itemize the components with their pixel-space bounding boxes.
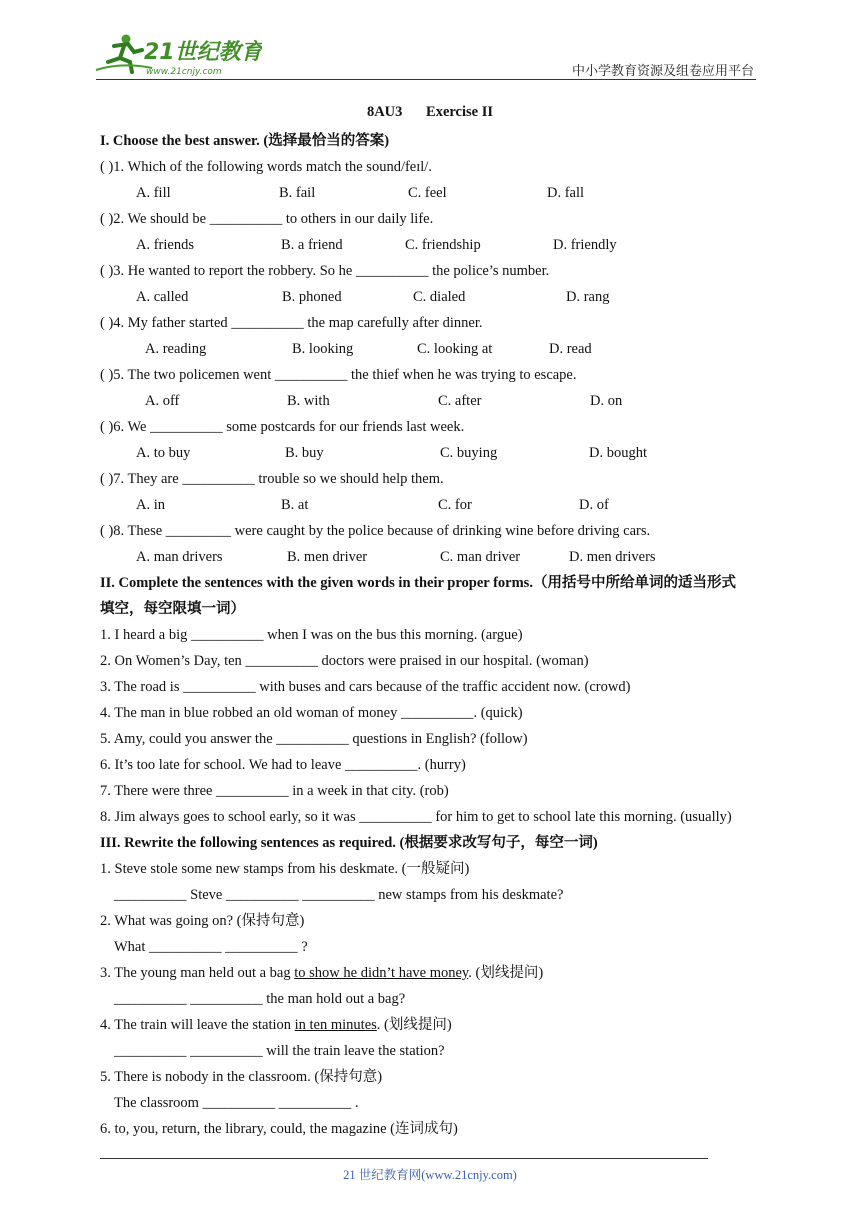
rewrite-answer-line: __________ Steve __________ __________ new stamps from his deskmate? [114,887,564,903]
fill-item: 5. Amy, could you answer the __________ questions in English? (follow) [100,731,528,747]
question-stem: ( )2. We should be __________ to others in our daily life. [100,211,434,227]
exercise-label: Exercise II [426,104,494,120]
option-d: D. rang [566,289,610,305]
option-a: A. reading [145,341,207,357]
option-d: D. on [590,393,623,409]
option-d: D. of [579,497,609,513]
site-logo[interactable] [92,32,262,78]
underlined-phrase: in ten minutes [294,1017,377,1033]
header-divider [96,79,756,80]
option-c: C. man driver [440,549,521,565]
section1-heading: I. Choose the best answer. (选择最恰当的答案) [100,133,390,149]
rewrite-question: 2. What was going on? (保持句意) [100,913,305,929]
option-b: B. phoned [282,289,342,305]
option-b: B. looking [292,341,354,357]
section2-heading: II. Complete the sentences with the given words in their proper forms.（用括号中所给单词的适当形式 [100,575,736,591]
rewrite-answer-line: What __________ __________ ? [114,939,308,955]
option-c: C. after [438,393,482,409]
unit-label: 8AU3 [366,104,403,120]
option-c: C. friendship [405,237,481,253]
fill-item: 1. I heard a big __________ when I was on the bus this morning. (argue) [100,627,523,643]
runner-logo-icon [92,32,262,78]
site-tagline: 中小学教育资源及组卷应用平台 [571,64,754,79]
option-d: D. read [549,341,592,357]
option-a: A. off [145,393,180,409]
rewrite-question: 1. Steve stole some new stamps from his deskmate. (一般疑问) [100,861,470,877]
option-b: B. a friend [281,237,343,253]
rewrite-question: 6. to, you, return, the library, could, the magazine (连词成句) [100,1121,458,1137]
option-b: B. at [281,497,309,513]
question-stem: ( )5. The two policemen went __________ the thief when he was trying to escape. [100,367,577,383]
worksheet-title [0,104,860,121]
option-b: B. fail [279,185,316,201]
option-c: C. feel [408,185,447,201]
question-stem: ( )4. My father started __________ the map carefully after dinner. [100,315,483,331]
option-c: C. for [438,497,472,513]
question-instruction: . (划线提问) [468,965,544,981]
question-instruction: . (划线提问) [376,1017,452,1033]
option-c: C. buying [440,445,498,461]
option-b: B. with [287,393,330,409]
option-b: B. men driver [287,549,368,565]
rewrite-answer-line: __________ __________ will the train leave the station? [114,1043,445,1059]
rewrite-question [100,964,543,982]
question-text: 4. The train will leave the station [100,1017,295,1033]
rewrite-answer-line: __________ __________ the man hold out a bag? [114,991,406,1007]
question-stem: ( )7. They are __________ trouble so we should help them. [100,471,444,487]
option-b: B. buy [285,445,324,461]
option-d: D. fall [547,185,585,201]
option-a: A. in [136,497,165,513]
question-stem: ( )8. These _________ were caught by the police because of drinking wine before driving cars. [100,523,651,539]
question-stem: ( )6. We __________ some postcards for our friends last week. [100,419,465,435]
fill-item: 8. Jim always goes to school early, so it was __________ for him to get to school late this morning. (usually) [100,809,732,825]
question-stem: ( )1. Which of the following words match the sound/feɪl/. [100,159,432,175]
option-a: A. to buy [136,445,191,461]
question-text: 3. The young man held out a bag [100,965,295,981]
option-d: D. friendly [553,237,617,253]
option-c: C. looking at [417,341,493,357]
rewrite-answer-line: The classroom __________ __________ . [114,1095,359,1111]
option-a: A. friends [136,237,194,253]
footer-divider [100,1158,708,1159]
option-d: D. men drivers [569,549,656,565]
option-a: A. fill [136,185,171,201]
option-d: D. bought [589,445,647,461]
option-c: C. dialed [413,289,466,305]
fill-item: 7. There were three __________ in a week in that city. (rob) [100,783,449,799]
option-a: A. man drivers [136,549,223,565]
underlined-phrase: to show he didn’t have money [294,965,469,981]
question-stem: ( )3. He wanted to report the robbery. So he __________ the police’s number. [100,263,550,279]
section2-heading-cont: 填空，每空限填一词） [100,601,245,617]
fill-item: 2. On Women’s Day, ten __________ doctors were praised in our hospital. (woman) [100,653,589,669]
fill-item: 6. It’s too late for school. We had to leave __________. (hurry) [100,757,466,773]
option-a: A. called [136,289,189,305]
footer-link[interactable]: 21 世纪教育网(www.21cnjy.com) [343,1168,517,1182]
logo-text: 21世纪教育 [144,40,262,65]
rewrite-question [100,1016,452,1034]
fill-item: 3. The road is __________ with buses and cars because of the traffic accident now. (crowd) [100,679,631,695]
section3-heading: III. Rewrite the following sentences as required. (根据要求改写句子，每空一词) [100,835,598,851]
logo-url: www.21cnjy.com [146,67,222,77]
fill-item: 4. The man in blue robbed an old woman of money __________. (quick) [100,705,523,721]
rewrite-question: 5. There is nobody in the classroom. (保持句意) [100,1069,383,1085]
